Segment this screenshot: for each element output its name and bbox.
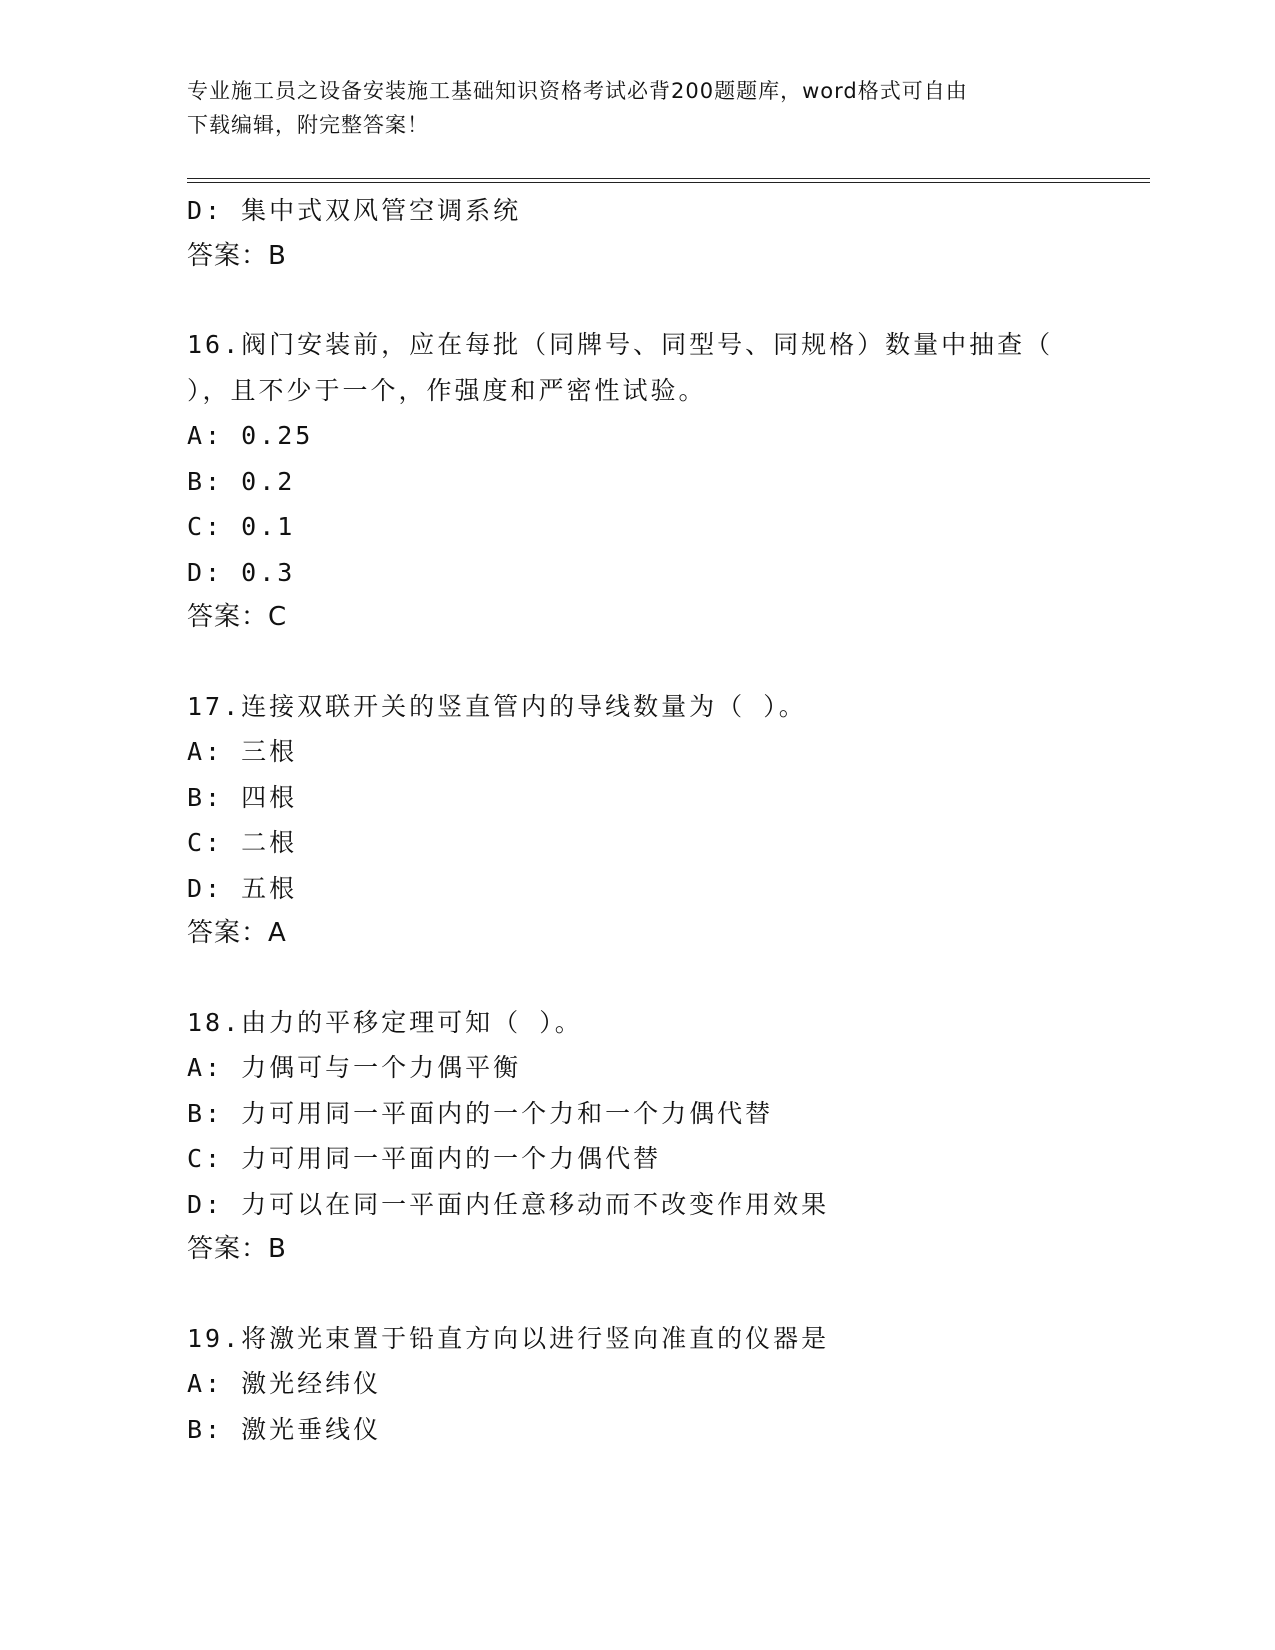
header-line-2: 下载编辑，附完整答案！ — [187, 113, 429, 137]
q19-option-b: B: 激光垂线仪 — [187, 1414, 382, 1444]
q17-option-c: C: 二根 — [187, 828, 298, 857]
q17-stem: 17.连接双联开关的竖直管内的导线数量为（ ）。 — [187, 691, 807, 721]
q16-option-b: B: 0.2 — [187, 466, 296, 496]
q18-option-d: D: 力可以在同一平面内任意移动而不改变作用效果 — [187, 1189, 830, 1219]
q16-stem-line-2: ），且不少于一个，作强度和严密性试验。 — [187, 375, 707, 405]
q17-option-a: A: 三根 — [187, 737, 298, 766]
q18-answer: 答案：B — [187, 1234, 287, 1264]
document-header — [187, 74, 1087, 142]
q19-option-a: A: 激光经纬仪 — [187, 1369, 382, 1398]
q17-answer: 答案：A — [187, 918, 287, 948]
q16-option-c: C: 0.1 — [187, 512, 296, 541]
q19-stem: 19.将激光束置于铅直方向以进行竖向准直的仪器是 — [187, 1323, 830, 1353]
header-line-1: 专业施工员之设备安装施工基础知识资格考试必背200题题库，word格式可自由 — [187, 79, 968, 103]
q18-option-b: B: 力可用同一平面内的一个力和一个力偶代替 — [187, 1098, 774, 1128]
q15-answer: 答案：B — [187, 240, 287, 271]
q16-option-d: D: 0.3 — [187, 557, 296, 587]
q17-option-d: D: 五根 — [187, 873, 298, 903]
q16-answer: 答案：C — [187, 602, 288, 632]
q17-option-b: B: 四根 — [187, 782, 298, 812]
header-divider-bottom — [187, 182, 1150, 183]
q18-stem: 18.由力的平移定理可知（ ）。 — [187, 1007, 583, 1037]
q18-option-a: A: 力偶可与一个力偶平衡 — [187, 1053, 522, 1082]
q16-stem-line-1: 16.阀门安装前，应在每批（同牌号、同型号、同规格）数量中抽查（ — [187, 330, 1054, 359]
q15-option-d: D: 集中式双风管空调系统 — [187, 196, 522, 225]
q18-option-c: C: 力可用同一平面内的一个力偶代替 — [187, 1144, 662, 1173]
header-divider-top — [187, 178, 1150, 179]
q16-option-a: A: 0.25 — [187, 421, 314, 450]
question-list — [187, 188, 1147, 1452]
